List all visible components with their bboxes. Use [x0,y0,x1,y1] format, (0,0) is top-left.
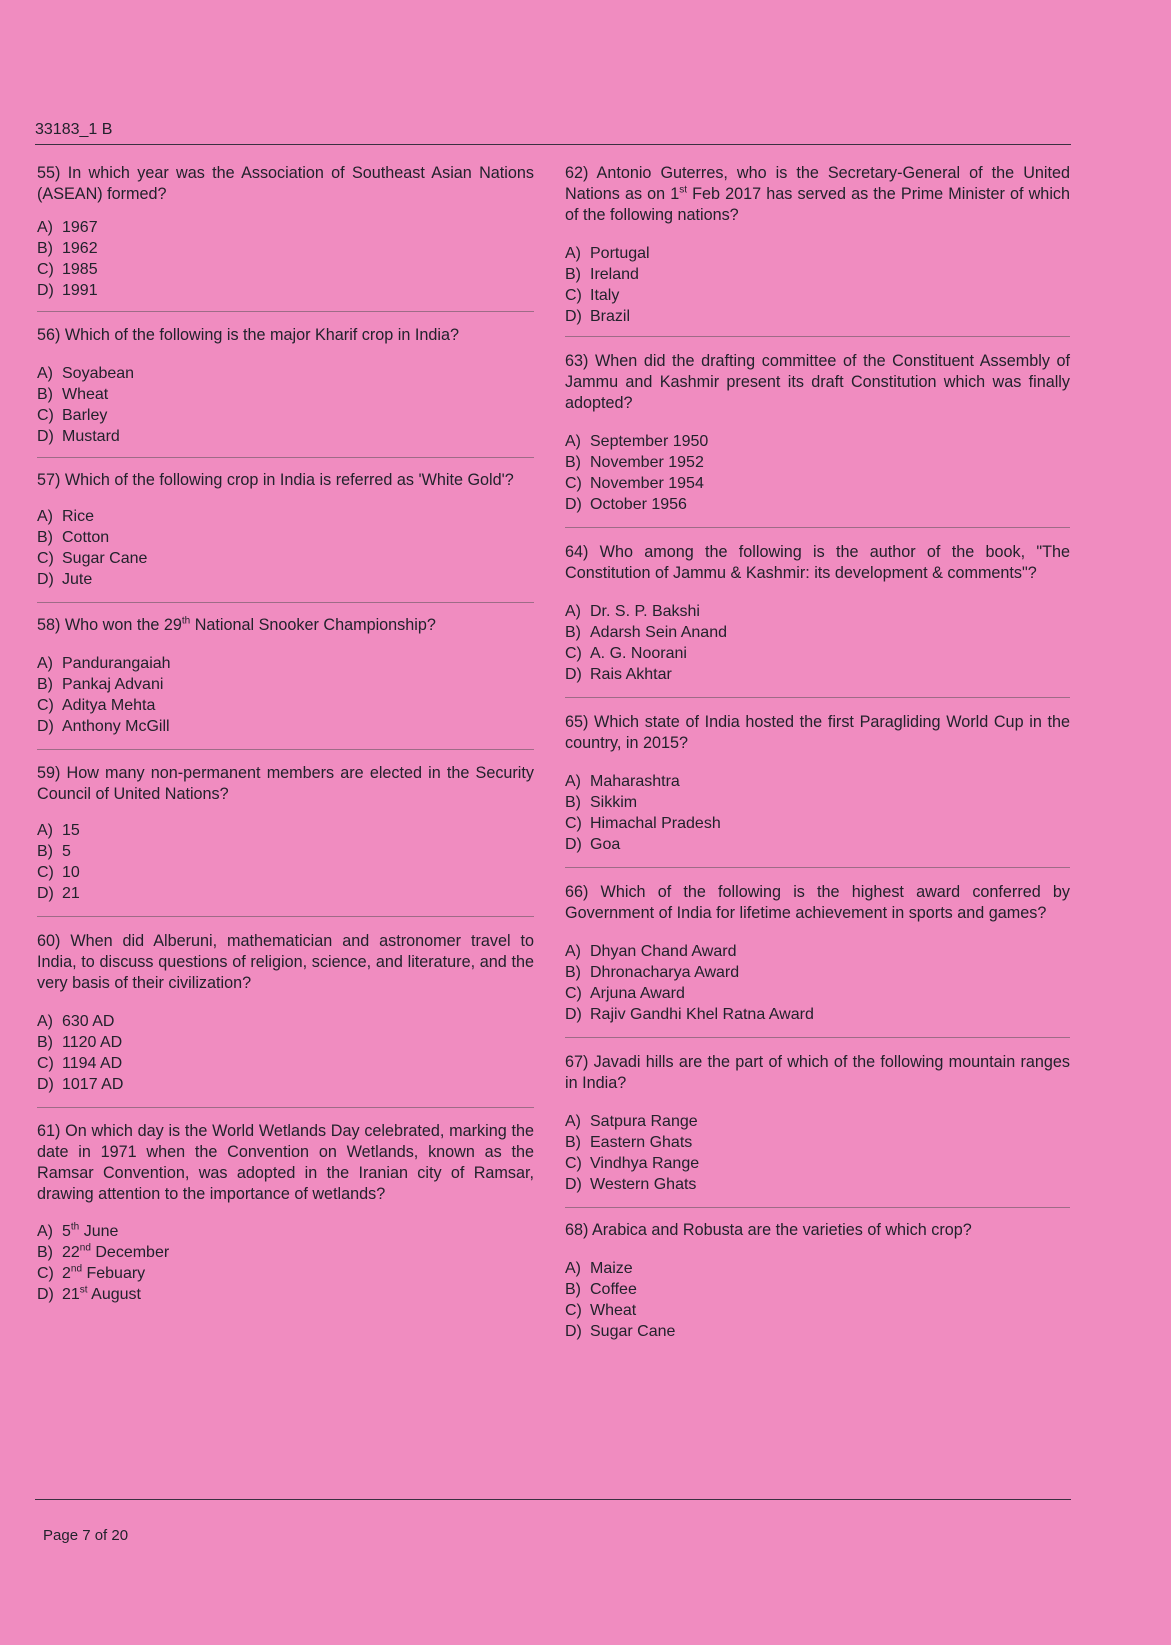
option-d[interactable]: D) Anthony McGill [37,718,170,735]
option-c[interactable]: C) 10 [37,864,80,881]
option-d[interactable]: D) Rais Akhtar [565,666,672,683]
option-d[interactable]: D) October 1956 [565,496,687,513]
separator [565,527,1070,528]
question-text: 66) Which of the following is the highest award conferred by Government of India for lifetime achievement in sports and games? [565,883,1070,922]
option-b[interactable]: B) Sikkim [565,794,638,811]
option-b[interactable]: B) Eastern Ghats [565,1134,693,1151]
option-list [37,653,534,737]
option-list [37,217,534,301]
option-a[interactable]: A) 630 AD [37,1013,115,1030]
option-list [565,431,1070,515]
option-a[interactable]: A) Maharashtra [565,773,680,790]
option-d[interactable]: D) 21 [37,885,80,902]
option-d[interactable]: D) Sugar Cane [565,1323,676,1340]
option-list [37,1221,534,1305]
option-c[interactable]: C) Aditya Mehta [37,697,156,714]
right-column [565,163,1070,1342]
question-59 [37,763,534,904]
question-text: 55) In which year was the Association of Southeast Asian Nations (ASEAN) formed? [37,164,534,203]
separator [565,1037,1070,1038]
option-list [37,820,534,904]
option-d[interactable]: D) Brazil [565,308,631,325]
separator [37,602,534,603]
option-b[interactable]: B) Ireland [565,266,639,283]
option-b[interactable]: B) Cotton [37,529,110,546]
separator [37,749,534,750]
left-column [37,163,534,1305]
separator [37,457,534,458]
separator [565,867,1070,868]
option-b[interactable]: B) 5 [37,843,71,860]
question-67 [565,1052,1070,1195]
option-a[interactable]: A) Portugal [565,245,650,262]
option-b[interactable]: B) Coffee [565,1281,637,1298]
option-b[interactable]: B) 1962 [37,240,98,257]
option-c[interactable]: C) Sugar Cane [37,550,148,567]
footer-rule [35,1499,1071,1500]
option-list [565,941,1070,1025]
option-c[interactable]: C) Italy [565,287,620,304]
question-61 [37,1121,534,1305]
option-c[interactable]: C) 1194 AD [37,1055,123,1072]
option-list [565,1111,1070,1195]
option-c[interactable]: C) Vindhya Range [565,1155,700,1172]
separator [37,916,534,917]
option-c[interactable]: C) Wheat [565,1302,637,1319]
option-a[interactable]: A) Rice [37,508,95,525]
option-a[interactable]: A) September 1950 [565,433,709,450]
option-list [37,1011,534,1095]
option-b[interactable]: B) Adarsh Sein Anand [565,624,727,641]
option-c[interactable]: C) A. G. Noorani [565,645,687,662]
header-rule [35,144,1071,145]
option-c[interactable]: C) Himachal Pradesh [565,815,721,832]
option-list [37,506,534,590]
option-d[interactable]: D) Western Ghats [565,1176,697,1193]
question-text: 56) Which of the following is the major Kharif crop in India? [37,326,459,344]
question-60 [37,931,534,1095]
question-62 [565,163,1070,327]
option-list [37,363,534,447]
question-65 [565,712,1070,855]
question-text: 65) Which state of India hosted the first Paragliding World Cup in the country, in 2015? [565,713,1070,752]
option-a[interactable]: A) 5th June [37,1221,119,1240]
option-b[interactable]: B) Dhronacharya Award [565,964,740,981]
option-list [565,771,1070,855]
option-d[interactable]: D) Mustard [37,428,120,445]
option-d[interactable]: D) Jute [37,571,93,588]
option-list [565,1258,1070,1342]
option-a[interactable]: A) Pandurangaiah [37,655,171,672]
option-d[interactable]: D) Rajiv Gandhi Khel Ratna Award [565,1006,814,1023]
option-c[interactable]: C) 2nd Febuary [37,1263,146,1282]
question-text: 60) When did Alberuni, mathematician and astronomer travel to India, to discuss questions of religion, science, and literature, and the very basis of their civilization? [37,932,534,992]
question-text: 58) Who won the 29th National Snooker Championship? [37,615,436,634]
question-55 [37,163,534,301]
question-57 [37,470,534,590]
option-c[interactable]: C) 1985 [37,261,98,278]
option-a[interactable]: A) Dr. S. P. Bakshi [565,603,700,620]
option-a[interactable]: A) Soyabean [37,365,135,382]
option-a[interactable]: A) 15 [37,822,80,839]
page-number: Page 7 of 20 [43,1527,129,1544]
option-b[interactable]: B) November 1952 [565,454,704,471]
option-c[interactable]: C) November 1954 [565,475,704,492]
question-text: 67) Javadi hills are the part of which of the following mountain ranges in India? [565,1053,1070,1092]
paper-code: 33183_1 B [35,121,113,138]
option-c[interactable]: C) Arjuna Award [565,985,685,1002]
option-a[interactable]: A) Dhyan Chand Award [565,943,737,960]
separator [565,697,1070,698]
separator [37,1107,534,1108]
option-b[interactable]: B) 1120 AD [37,1034,123,1051]
separator [565,1207,1070,1208]
question-text: 64) Who among the following is the author of the book, "The Constitution of Jammu & Kashmir: its development & comments"? [565,543,1070,582]
option-b[interactable]: B) Pankaj Advani [37,676,164,693]
option-c[interactable]: C) Barley [37,407,108,424]
question-text: 63) When did the drafting committee of the Constituent Assembly of Jammu and Kashmir present its draft Constitution which was finally adopted? [565,352,1070,412]
option-list [565,601,1070,685]
option-b[interactable]: B) 22nd December [37,1242,170,1261]
question-64 [565,542,1070,685]
option-a[interactable]: A) 1967 [37,219,98,236]
option-d[interactable]: D) 1991 [37,282,98,299]
option-d[interactable]: D) 21st August [37,1284,141,1303]
question-63 [565,351,1070,515]
question-68 [565,1220,1070,1342]
separator [565,336,1070,337]
question-66 [565,882,1070,1025]
question-text: 68) Arabica and Robusta are the varieties of which crop? [565,1221,972,1239]
question-text: 61) On which day is the World Wetlands Day celebrated, marking the date in 1971 when the Convention on Wetlands, known as the Ramsar Convention, was adopted in the Iranian city of Ramsar, drawing attention to the importance of wetlands? [37,1122,534,1203]
option-a[interactable]: A) Maize [565,1260,633,1277]
separator [37,311,534,312]
question-58 [37,615,534,737]
question-text: 62) Antonio Guterres, who is the Secretary-General of the United Nations as on 1st Feb 2017 has served as the Prime Minister of which of the following nations? [565,164,1071,224]
option-b[interactable]: B) Wheat [37,386,109,403]
option-d[interactable]: D) 1017 AD [37,1076,124,1093]
question-56 [37,325,534,447]
question-text: 59) How many non-permanent members are elected in the Security Council of United Nations? [37,764,534,803]
option-d[interactable]: D) Goa [565,836,621,853]
option-list [565,243,1070,327]
question-text: 57) Which of the following crop in India is referred as 'White Gold'? [37,471,514,489]
option-a[interactable]: A) Satpura Range [565,1113,698,1130]
